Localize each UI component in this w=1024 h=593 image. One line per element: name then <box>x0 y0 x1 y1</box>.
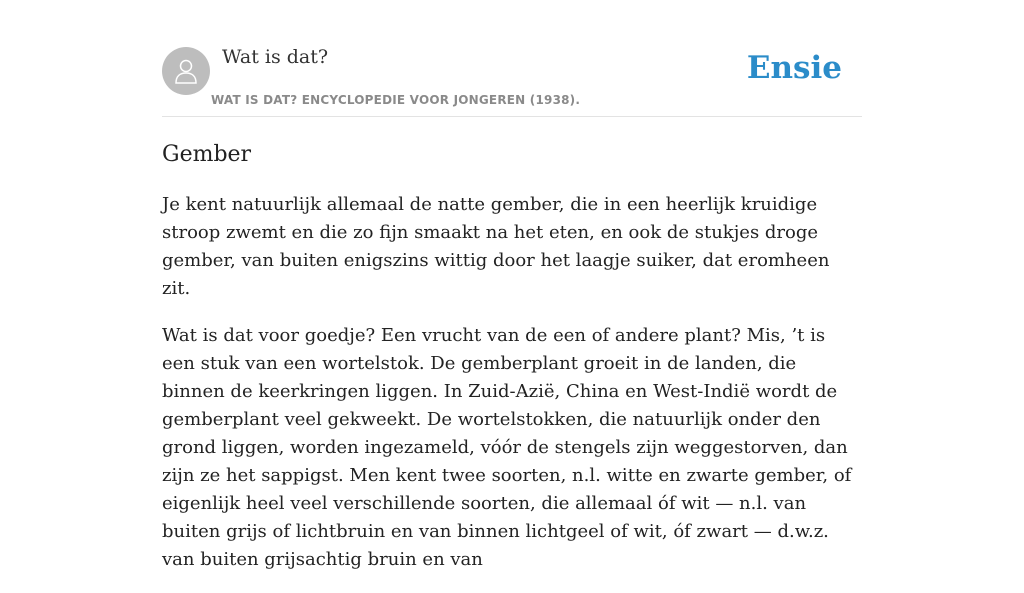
article-paragraph: Je kent natuurlijk allemaal de natte gember, die in een heerlijk kruidige stroop zwemt en die zo fijn smaakt na het eten, en ook de stukjes droge gember, van buiten enigszins wittig door het laagje suiker, dat eromheen zit. <box>162 194 830 299</box>
source-title[interactable]: Wat is dat? <box>222 46 329 68</box>
avatar[interactable] <box>162 47 210 95</box>
source-subtitle[interactable]: WAT IS DAT? ENCYCLOPEDIE VOOR JONGEREN (1938). <box>211 93 581 107</box>
user-silhouette-icon <box>171 56 201 86</box>
article-paragraph: Wat is dat voor goedje? Een vrucht van de een of andere plant? Mis, ’t is een stuk van een wortelstok. De gemberplant groeit in de landen, die binnen de keerkringen liggen. In Zuid-Azië, China en West-Indië wordt de gemberplant veel gekweekt. De wortelstokken, die natuurlijk onder den grond liggen, worden ingezameld, vóór de stengels zijn weggestorven, dan zijn ze het sappigst. Men kent twee soorten, n.l. witte en zwarte gember, of eigenlijk heel veel verschillende soorten, die allemaal óf wit — n.l. van buiten grijs of lichtbruin en van binnen lichtgeel of wit, óf zwart — d.w.z. van buiten grijsachtig bruin en van <box>162 325 852 570</box>
ensie-logo[interactable]: Ensie <box>746 50 842 86</box>
article-title: Gember <box>162 142 252 167</box>
article <box>162 139 862 593</box>
source-header <box>162 0 862 117</box>
